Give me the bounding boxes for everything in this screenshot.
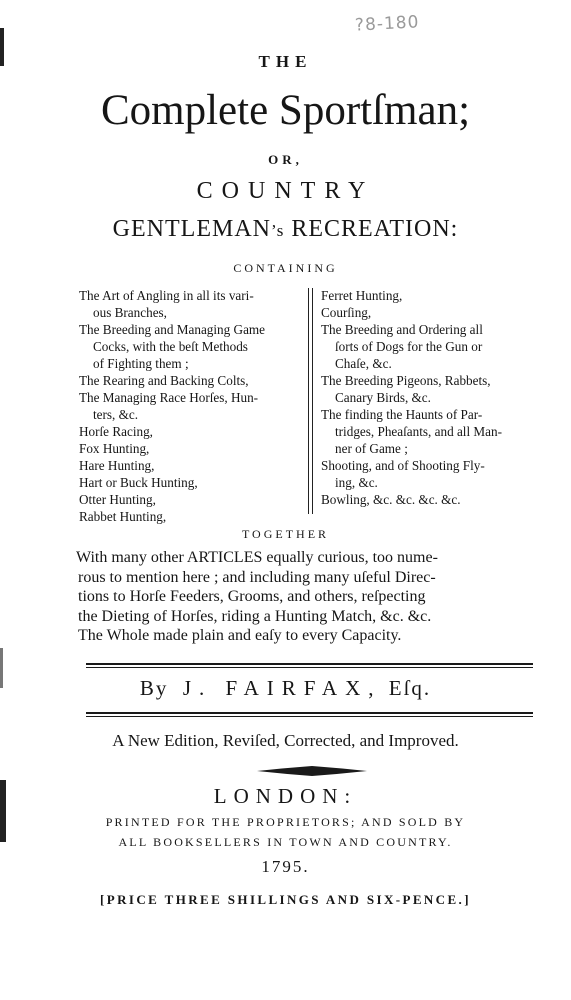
author-line — [0, 676, 571, 701]
together-heading: TOGETHER — [241, 527, 330, 541]
contents-item-text: The Breeding Pigeons, Rabbets, — [321, 373, 491, 388]
subtitle — [0, 216, 571, 243]
contents-item-continuation: ous Branches, — [93, 305, 167, 320]
contents-item — [79, 389, 305, 423]
contents-item — [321, 355, 547, 372]
contents-item-text: Courſing, — [321, 305, 372, 320]
title-or: OR, — [268, 152, 303, 167]
contents-item-text: Rabbet Hunting, — [79, 509, 167, 524]
containing-heading: CONTAINING — [233, 261, 338, 275]
subtitle-gentleman: GENTLEMAN — [112, 216, 271, 242]
contents-item — [321, 491, 547, 508]
contents-item-text: The Breeding and Managing Game — [79, 322, 266, 337]
rule-bottom — [86, 712, 533, 714]
contents-item-text: Hare Hunting, — [79, 458, 155, 473]
contents-item-continuation: Canary Birds, &c. — [335, 390, 431, 405]
contents-item-continuation: ſorts of Dogs for the Gun or — [335, 339, 483, 354]
title-the: THE — [258, 52, 313, 71]
contents-item-text: Fox Hunting, — [79, 441, 150, 456]
contents-item — [321, 457, 547, 491]
author-esq: Eſq. — [388, 676, 432, 700]
contents-item-continuation: ner of Game ; — [335, 441, 408, 456]
rule-top-thin — [86, 667, 533, 668]
column-divider — [308, 288, 313, 514]
contents-item — [79, 491, 305, 508]
contents-item — [79, 287, 305, 321]
contents-item — [79, 440, 305, 457]
contents-item-text: The Breeding and Ordering all — [321, 322, 483, 337]
contents-item — [321, 372, 547, 406]
title-country: COUNTRY — [196, 178, 375, 204]
contents-item-text: The Managing Race Horſes, Hun- — [79, 390, 259, 405]
ornament-rule — [257, 765, 367, 777]
description-paragraph — [76, 548, 544, 646]
imprint-booksellers: ALL BOOKSELLERS IN TOWN AND COUNTRY. — [118, 835, 453, 849]
contents-item — [79, 474, 305, 491]
contents-item — [79, 372, 305, 389]
imprint-printed: PRINTED FOR THE PROPRIETORS; AND SOLD BY — [105, 815, 466, 829]
paragraph-line: the Dieting of Horſes, riding a Hunting Match, &c. &c. — [78, 607, 432, 625]
price-line: [PRICE THREE SHILLINGS AND SIX-PENCE.] — [100, 892, 471, 907]
paragraph-line: rous to mention here ; and including many uſeful Direc- — [78, 568, 436, 586]
contents-item-text: The Art of Angling in all its vari- — [79, 288, 254, 303]
contents-item — [79, 355, 305, 372]
contents-item-continuation: ters, &c. — [93, 407, 139, 422]
contents-item-continuation: Chaſe, &c. — [335, 356, 392, 371]
contents-item — [321, 406, 547, 440]
contents-item-text: Bowling, &c. &c. &c. &c. — [321, 492, 461, 507]
contents-item — [79, 457, 305, 474]
contents-item-text: Ferret Hunting, — [321, 288, 403, 303]
contents-item — [321, 321, 547, 355]
contents-item — [321, 304, 547, 321]
author-by: By — [139, 676, 169, 700]
contents-item-text: The finding the Haunts of Par- — [321, 407, 483, 422]
page-title: Complete Sportſman; — [100, 87, 471, 134]
contents-item — [79, 508, 305, 525]
contents-item-text: Shooting, and of Shooting Fly- — [321, 458, 485, 473]
contents-item — [79, 321, 305, 355]
contents-item-continuation: of Fighting them ; — [93, 356, 189, 371]
author-name: J. FAIRFAX, — [182, 676, 382, 700]
contents-right-column — [321, 287, 547, 508]
contents-item-continuation: Cocks, with the beſt Methods — [93, 339, 248, 354]
subtitle-possessive: ’s — [270, 221, 285, 240]
contents-item-continuation: tridges, Pheaſants, and all Man- — [335, 424, 503, 439]
subtitle-recreation: RECREATION: — [291, 216, 459, 242]
contents-item-text: Hart or Buck Hunting, — [79, 475, 198, 490]
imprint-city: LONDON: — [213, 784, 358, 808]
paragraph-line: With many other ARTICLES equally curious, too nume- — [76, 549, 438, 566]
paragraph-line: tions to Horſe Feeders, Grooms, and others, reſpecting — [78, 588, 426, 605]
contents-item — [321, 287, 547, 304]
handwritten-note: ?8-180 — [354, 12, 420, 36]
paragraph-line: The Whole made plain and eaſy to every Capacity. — [78, 627, 402, 644]
contents-item-text: The Rearing and Backing Colts, — [79, 373, 249, 388]
contents-left-column — [79, 287, 305, 525]
contents-item — [321, 440, 547, 457]
contents-item-continuation: ing, &c. — [335, 475, 378, 490]
imprint-year: 1795. — [261, 857, 310, 876]
contents-item-text: Horſe Racing, — [79, 424, 153, 439]
contents-item — [79, 423, 305, 440]
contents-item-text: Otter Hunting, — [79, 492, 156, 507]
rule-top — [86, 663, 533, 665]
edition-line: A New Edition, Reviſed, Corrected, and Improved. — [112, 731, 459, 750]
rule-bottom-thin — [86, 716, 533, 717]
